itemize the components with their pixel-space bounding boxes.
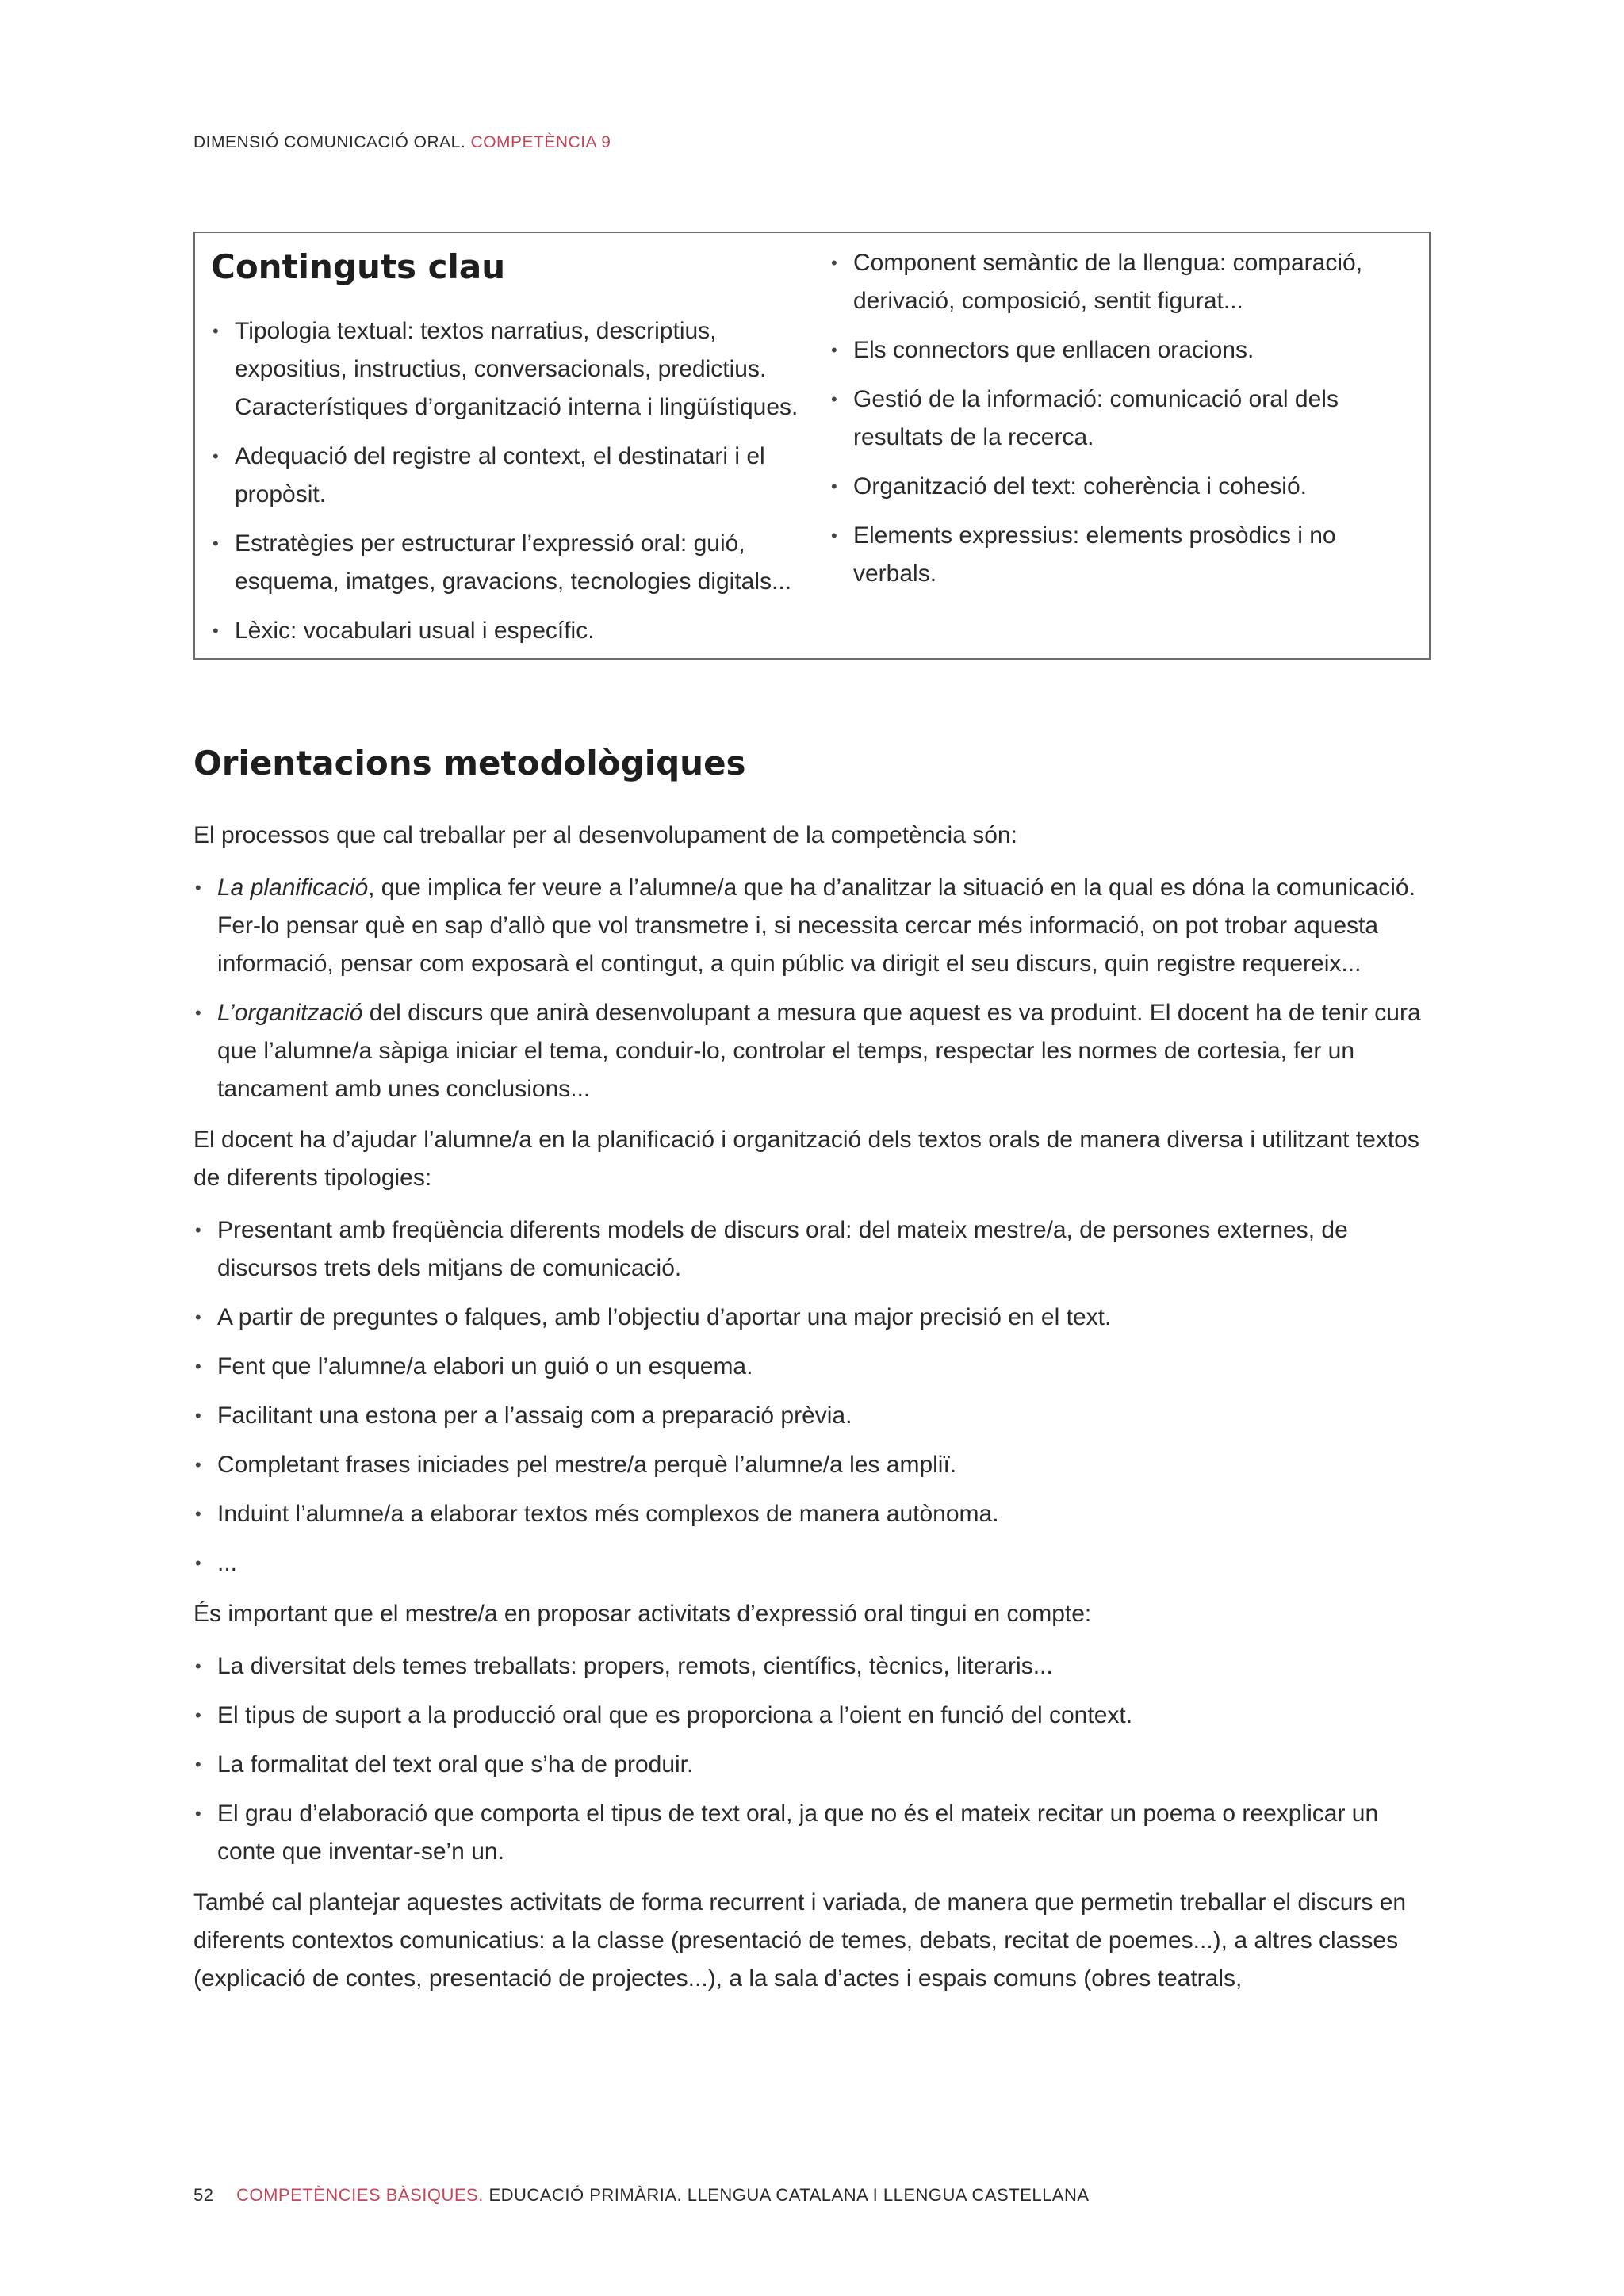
list-item: • Organització del text: coherència i cohesió. <box>829 468 1416 506</box>
footer-series: COMPETÈNCIES BÀSIQUES. <box>236 2185 484 2205</box>
key-contents-box <box>193 232 1431 660</box>
list-item: • Gestió de la informació: comunicació oral dels resultats de la recerca. <box>829 381 1416 457</box>
process-list <box>193 869 1431 1108</box>
important-list <box>193 1647 1431 1871</box>
teacher-list <box>193 1211 1431 1582</box>
list-item: • El tipus de suport a la producció oral que es proporciona a l’oient en funció del context. <box>193 1697 1431 1735</box>
header-competence: COMPETÈNCIA 9 <box>470 133 611 151</box>
list-item: • Lèxic: vocabulari usual i específic. <box>211 612 810 650</box>
list-item: • Estratègies per estructurar l’expressió oral: guió, esquema, imatges, gravacions, tecnologies digitals... <box>211 525 810 601</box>
list-item: • Elements expressius: elements prosòdics i no verbals. <box>829 517 1416 593</box>
important-paragraph: És important que el mestre/a en proposar activitats d’expressió oral tingui en compte: <box>193 1601 1092 1627</box>
page-number: 52 <box>193 2185 214 2205</box>
key-contents-right-list <box>829 244 1416 604</box>
list-item <box>193 994 1431 1108</box>
list-item: • Els connectors que enllacen oracions. <box>829 331 1416 369</box>
section-title: Orientacions metodològiques <box>193 744 746 783</box>
header-section: DIMENSIÓ COMUNICACIÓ ORAL. <box>193 133 466 151</box>
closing-paragraph: També cal plantejar aquestes activitats de forma recurrent i variada, de manera que permetin treballar el discurs en diferents contextos comunicatius: a la classe (presentació de temes, debats, recitat de poemes...), a altres classes (explicació de contes, presentació de projectes...), a la sala d’actes i espais comuns (obres teatrals, <box>193 1889 1407 1992</box>
list-item: • El grau d’elaboració que comporta el tipus de text oral, ja que no és el mateix recitar un poema o reexplicar un conte que inventar-se’n un. <box>193 1795 1431 1871</box>
process-text: del discurs que anirà desenvolupant a mesura que aquest es va produint. El docent ha de tenir cura que l’alumne/a sàpiga iniciar el tema, conduir-lo, controlar el temps, respectar les normes de cortesia, fer un tancament amb unes conclusions... <box>217 1000 1421 1102</box>
list-item <box>193 869 1431 983</box>
list-item: • ... <box>193 1544 1431 1582</box>
running-header <box>193 133 611 152</box>
orientations-body <box>193 817 1431 1998</box>
teacher-paragraph: El docent ha d’ajudar l’alumne/a en la planificació i organització dels textos orals de manera diversa i utilitzant textos de diferents tipologies: <box>193 1127 1419 1191</box>
footer-title: EDUCACIÓ PRIMÀRIA. LLENGUA CATALANA I LLENGUA CASTELLANA <box>488 2185 1090 2205</box>
process-term: L’organització <box>217 1000 363 1026</box>
intro-paragraph: El processos que cal treballar per al desenvolupament de la competència són: <box>193 822 1017 848</box>
list-item: • Adequació del registre al context, el destinatari i el propòsit. <box>211 438 810 514</box>
page-footer <box>193 2185 1090 2206</box>
key-contents-title: Continguts clau <box>211 247 506 286</box>
list-item: • A partir de preguntes o falques, amb l’objectiu d’aportar una major precisió en el text. <box>193 1299 1431 1337</box>
list-item: • La formalitat del text oral que s’ha de produir. <box>193 1746 1431 1784</box>
list-item: • La diversitat dels temes treballats: propers, remots, científics, tècnics, literaris... <box>193 1647 1431 1686</box>
list-item: • Tipologia textual: textos narratius, descriptius, expositius, instructius, conversacionals, predictius. Característiques d’organització interna i lingüístiques. <box>211 312 810 427</box>
list-item: • Facilitant una estona per a l’assaig com a preparació prèvia. <box>193 1397 1431 1435</box>
key-contents-left-list <box>211 312 810 661</box>
list-item: • Component semàntic de la llengua: comparació, derivació, composició, sentit figurat... <box>829 244 1416 320</box>
list-item: • Completant frases iniciades pel mestre/a perquè l’alumne/a les ampliï. <box>193 1446 1431 1484</box>
list-item: • Induint l’alumne/a a elaborar textos més complexos de manera autònoma. <box>193 1495 1431 1533</box>
list-item: • Fent que l’alumne/a elabori un guió o un esquema. <box>193 1348 1431 1386</box>
process-text: , que implica fer veure a l’alumne/a que ha d’analitzar la situació en la qual es dóna la comunicació. Fer-lo pensar què en sap d’allò que vol transmetre i, si necessita cercar més informació, on pot trobar aquesta informació, pensar com exposarà el contingut, a quin públic va dirigit el seu discurs, quin registre requereix... <box>217 874 1415 977</box>
list-item: • Presentant amb freqüència diferents models de discurs oral: del mateix mestre/a, de persones externes, de discursos trets dels mitjans de comunicació. <box>193 1211 1431 1288</box>
process-term: La planificació <box>217 874 369 901</box>
